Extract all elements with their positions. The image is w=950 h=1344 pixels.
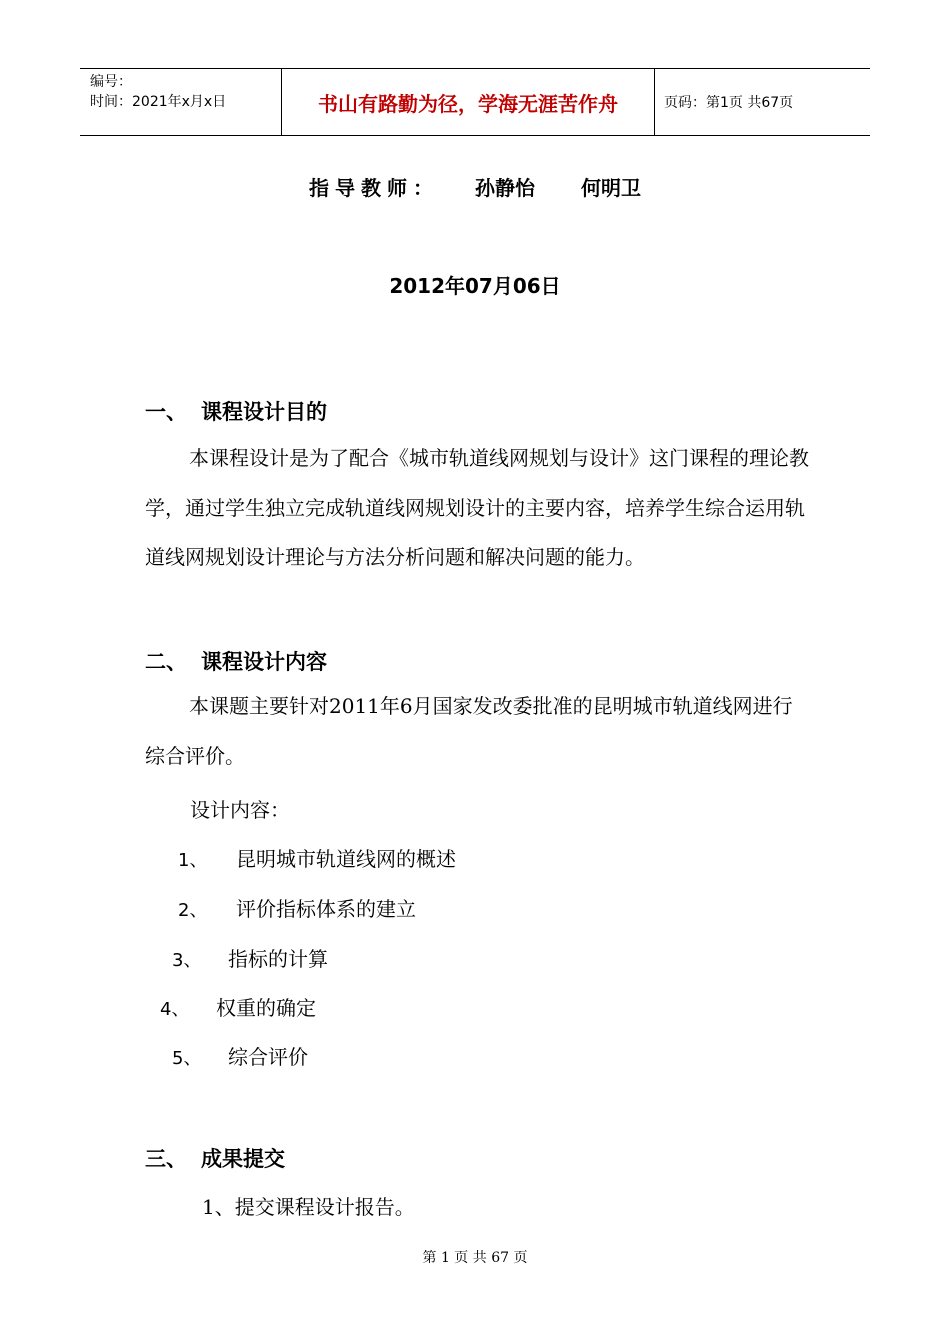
list-item-text: 昆明城市轨道线网的概述 — [236, 847, 456, 871]
report-date: 2012年07月06日 — [389, 274, 561, 298]
section-heading-1 — [145, 396, 327, 426]
list-item — [172, 943, 328, 972]
list-item — [172, 1041, 308, 1070]
header-meta — [90, 72, 226, 112]
list-item: 1、提交课程设计报告。 — [202, 1195, 415, 1219]
list-item-number: 2、 — [178, 900, 208, 921]
list-item — [178, 893, 416, 922]
header-page-info: 页码：第1页 共67页 — [664, 95, 794, 111]
advisor-line — [0, 172, 950, 201]
list-item-number: 5、 — [172, 1048, 202, 1069]
paragraph-text: 本课题主要针对2011年6月国家发改委批准的昆明城市轨道线网进行综合评价。 — [145, 694, 793, 768]
section-title: 课程设计目的 — [201, 400, 327, 424]
section-2-paragraph — [145, 682, 810, 781]
time-label: 时间：2021年x月x日 — [90, 94, 227, 110]
list-item — [160, 992, 316, 1021]
list-item-number: 1、 — [178, 850, 208, 871]
list-item-text: 指标的计算 — [228, 947, 328, 971]
list-item — [178, 843, 456, 872]
advisor-name-1: 孙静怡 — [475, 176, 535, 200]
paragraph-text: 本课程设计是为了配合《城市轨道线网规划与设计》这门课程的理论教学，通过学生独立完成轨道线网规划设计的主要内容，培养学生综合运用轨道线网规划设计理论与方法分析问题和解决问题的能力。 — [145, 446, 809, 569]
list-item-number: 3、 — [172, 950, 202, 971]
list-item-text: 权重的确定 — [216, 996, 316, 1020]
serial-label: 编号： — [90, 74, 132, 90]
design-content-label: 设计内容： — [190, 798, 290, 822]
advisor-name-2: 何明卫 — [581, 176, 641, 200]
header-divider-right — [654, 68, 655, 136]
advisor-label: 指导教师： — [309, 176, 439, 200]
header-motto: 书山有路勤为径，学海无涯苦作舟 — [318, 92, 618, 116]
section-number: 三、 — [145, 1147, 187, 1171]
page-footer: 第 1 页 共 67 页 — [422, 1250, 528, 1266]
section-title: 成果提交 — [201, 1147, 285, 1171]
section-1-paragraph — [145, 434, 810, 583]
section-heading-3 — [145, 1143, 285, 1173]
list-item-text: 评价指标体系的建立 — [236, 897, 416, 921]
list-item-number: 4、 — [160, 999, 190, 1020]
list-item-text: 综合评价 — [228, 1045, 308, 1069]
header-top-border — [80, 68, 870, 69]
header-bottom-border — [80, 135, 870, 136]
section-title: 课程设计内容 — [201, 650, 327, 674]
section-number: 二、 — [145, 650, 187, 674]
section-heading-2 — [145, 646, 327, 676]
section-number: 一、 — [145, 400, 187, 424]
